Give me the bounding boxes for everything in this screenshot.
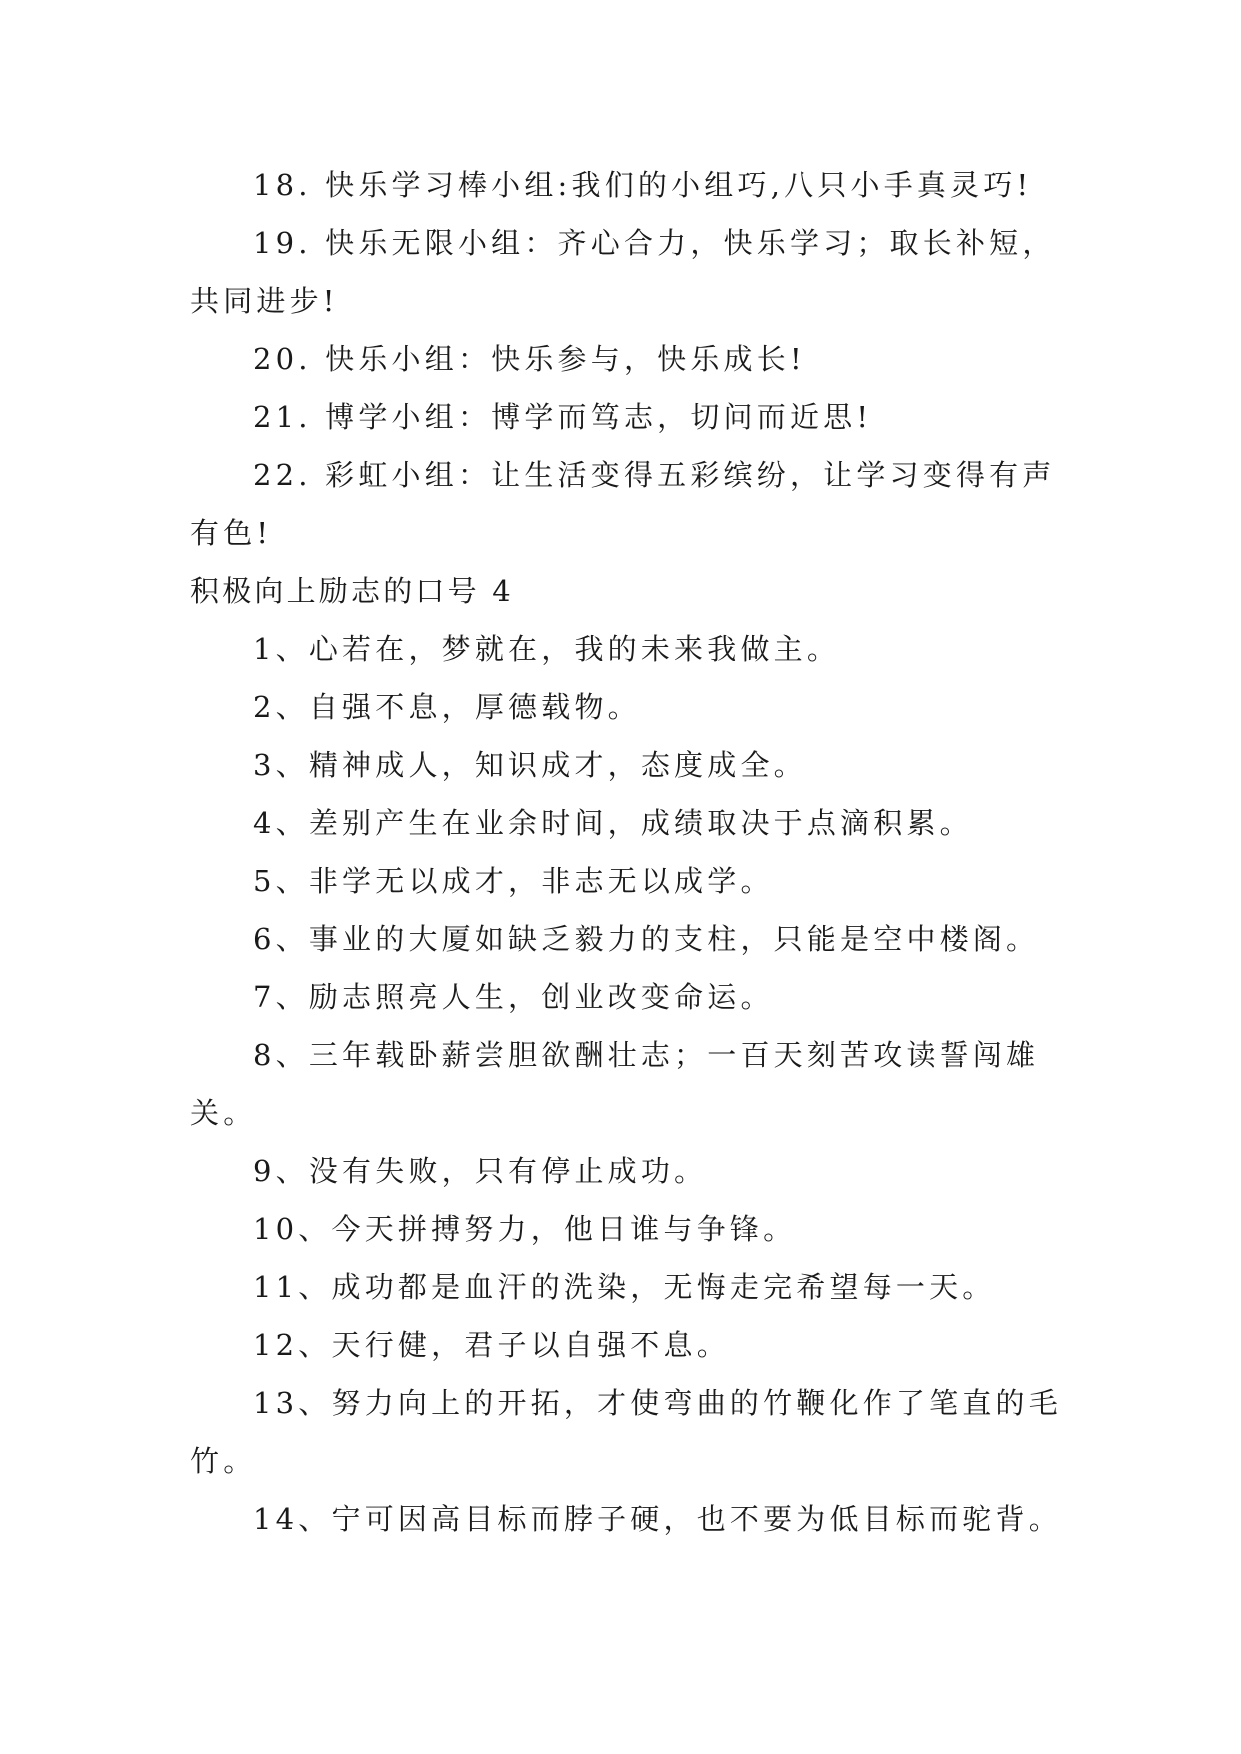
list-item-19-continued: 共同进步! — [190, 284, 339, 318]
slogan-item-12: 12、天行健，君子以自强不息。 — [253, 1328, 730, 1362]
list-item-20: 20. 快乐小组：快乐参与，快乐成长! — [253, 342, 806, 376]
slogan-item-1: 1、心若在，梦就在，我的未来我做主。 — [253, 632, 841, 666]
list-item-21: 21. 博学小组：博学而笃志，切问而近思! — [253, 400, 873, 434]
slogan-item-3: 3、精神成人，知识成才，态度成全。 — [253, 748, 807, 782]
slogan-item-14: 14、宁可因高目标而脖子硬，也不要为低目标而驼背。 — [253, 1502, 1062, 1536]
slogan-item-13: 13、努力向上的开拓，才使弯曲的竹鞭化作了笔直的毛 — [253, 1386, 1062, 1420]
slogan-item-9: 9、没有失败，只有停止成功。 — [253, 1154, 708, 1188]
slogan-item-5: 5、非学无以成才，非志无以成学。 — [253, 864, 774, 898]
section-heading: 积极向上励志的口号 4 — [190, 574, 514, 608]
slogan-item-2: 2、自强不息，厚德载物。 — [253, 690, 641, 724]
slogan-item-6: 6、事业的大厦如缺乏毅力的支柱，只能是空中楼阁。 — [253, 922, 1040, 956]
slogan-item-13-continued: 竹。 — [190, 1444, 257, 1478]
document-body — [190, 156, 1080, 1548]
list-item-18: 18. 快乐学习棒小组:我们的小组巧,八只小手真灵巧! — [253, 168, 1033, 202]
list-item-22-continued: 有色! — [190, 516, 273, 550]
slogan-item-8-continued: 关。 — [190, 1096, 257, 1130]
list-item-19: 19. 快乐无限小组：齐心合力，快乐学习；取长补短， — [253, 226, 1056, 260]
slogan-item-4: 4、差别产生在业余时间，成绩取决于点滴积累。 — [253, 806, 973, 840]
slogan-item-7: 7、励志照亮人生，创业改变命运。 — [253, 980, 774, 1014]
slogan-item-8: 8、三年载卧薪尝胆欲酬壮志；一百天刻苦攻读誓闯雄 — [253, 1038, 1040, 1072]
list-item-22: 22. 彩虹小组：让生活变得五彩缤纷，让学习变得有声 — [253, 458, 1056, 492]
slogan-item-10: 10、今天拼搏努力，他日谁与争锋。 — [253, 1212, 797, 1246]
slogan-item-11: 11、成功都是血汗的洗染，无悔走完希望每一天。 — [253, 1270, 996, 1304]
